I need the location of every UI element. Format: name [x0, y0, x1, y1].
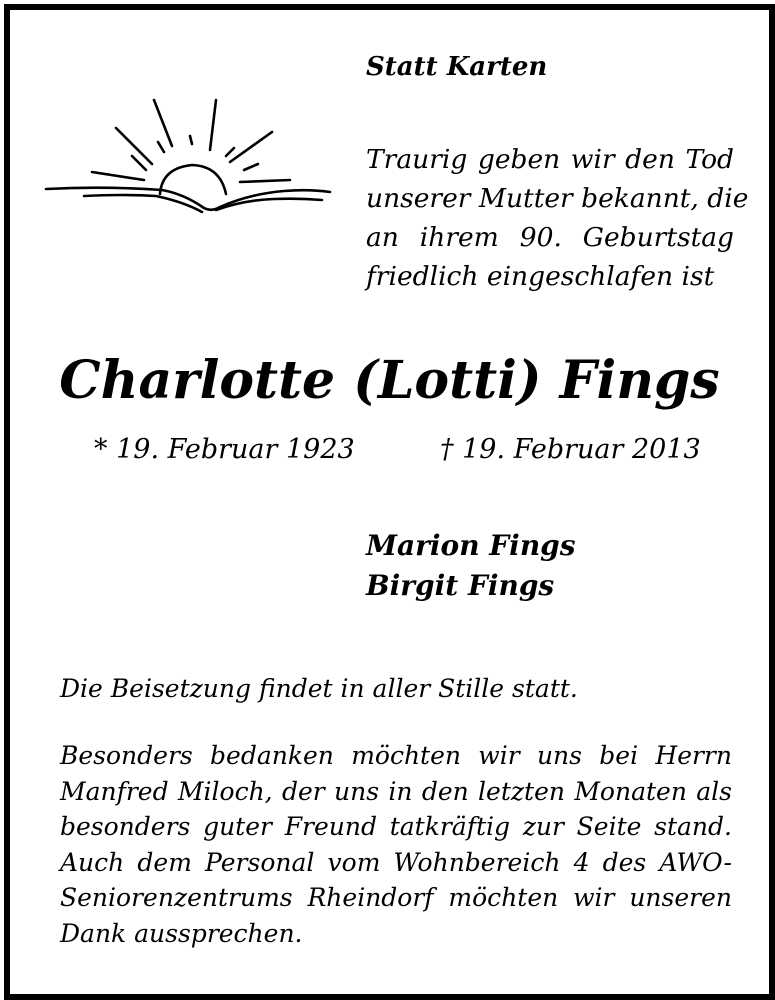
thanks-line: Auch dem Personal vom Wohnbereich 4 des AWO-: [60, 847, 732, 877]
birth-date: * 19. Februar 1923: [94, 434, 355, 465]
mourners-list: [366, 526, 576, 606]
intro-line: friedlich eingeschlafen ist: [366, 261, 715, 292]
sunset-icon: [44, 90, 340, 230]
deceased-name: Charlotte (Lotti) Fings: [59, 350, 720, 411]
thanks-text: [60, 738, 732, 951]
intro-line: an ihrem 90. Geburtstag: [366, 222, 734, 253]
intro-line: Traurig geben wir den Tod: [366, 144, 734, 175]
mourner-name: Birgit Fings: [366, 569, 555, 602]
thanks-line: besonders guter Freund tatkräftig zur Seite stand.: [60, 812, 732, 841]
thanks-line: Dank aussprechen.: [60, 918, 303, 948]
thanks-line: Manfred Miloch, der uns in den letzten Monaten als: [60, 776, 732, 806]
intro-text: [366, 140, 749, 296]
intro-line: unserer Mutter bekannt, die: [366, 183, 749, 214]
death-date: † 19. Februar 2013: [440, 434, 701, 465]
burial-notice: Die Beisetzung findet in aller Stille statt.: [60, 674, 578, 703]
mourner-name: Marion Fings: [366, 529, 576, 562]
thanks-line: Besonders bedanken möchten wir uns bei Herrn: [60, 741, 732, 770]
obituary-frame: [4, 4, 775, 1000]
statt-karten-heading: Statt Karten: [366, 52, 548, 82]
thanks-line: Seniorenzentrums Rheindorf möchten wir unseren: [60, 883, 732, 912]
